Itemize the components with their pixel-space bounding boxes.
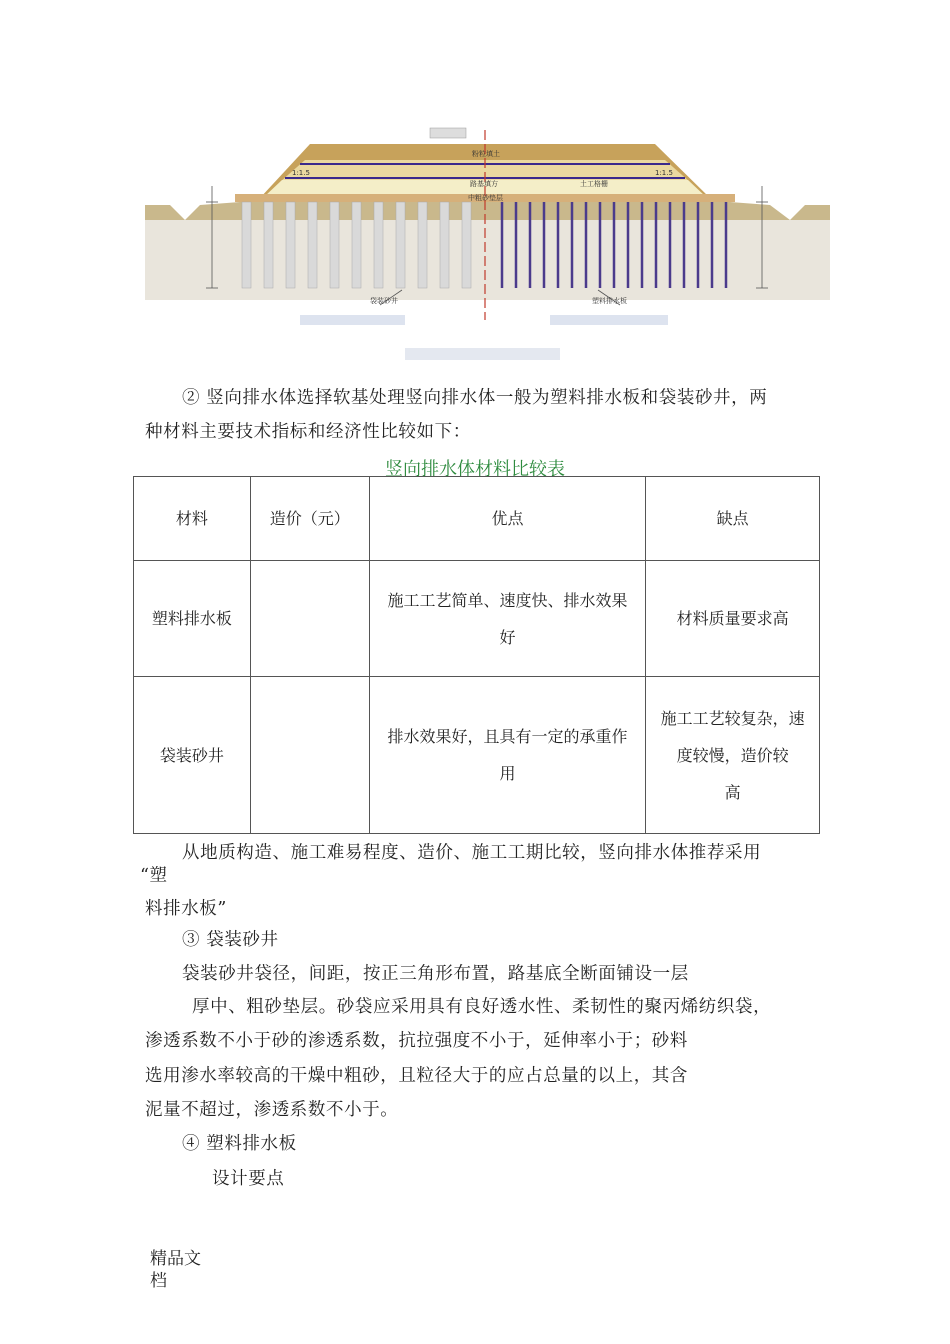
cell-material: 袋装砂井 xyxy=(134,677,251,834)
cell-material: 塑料排水板 xyxy=(134,561,251,677)
cell-cons-line: 高 xyxy=(724,782,741,802)
footer-line2: 档 xyxy=(150,1271,167,1291)
cell-cost xyxy=(250,677,369,834)
cell-pros xyxy=(369,561,646,677)
para1-line2: 种材料主要技术指标和经济性比较如下： xyxy=(145,422,471,442)
cell-cost xyxy=(250,561,369,677)
para2-line1: 从地质构造、施工难易程度、造价、施工工期比较，竖向排水体推荐采用 xyxy=(182,843,762,863)
plastic-drain-label: 塑料排水板 xyxy=(592,297,627,305)
embankment-section-diagram xyxy=(140,120,830,370)
cell-cons xyxy=(646,561,820,677)
layer-label-top: 粉粒填土 xyxy=(472,150,500,158)
footer-watermark xyxy=(150,1248,201,1292)
sec3-line3: 渗透系数不小于砂的渗透系数，抗拉强度不小于，延伸率小于；砂料 xyxy=(145,1031,688,1051)
para2-line3: 料排水板” xyxy=(145,899,227,919)
cell-pros-line: 用 xyxy=(499,764,516,783)
cell-cons xyxy=(646,677,820,834)
sec3-line1: 袋装砂井袋径，间距，按正三角形布置，路基底全断面铺设一层 xyxy=(182,964,689,984)
comparison-table xyxy=(133,476,820,834)
table-header-row xyxy=(134,477,820,561)
header-cons: 缺点 xyxy=(646,477,820,561)
table-row xyxy=(134,677,820,834)
cell-cons-line: 度较慢，造价较 xyxy=(676,745,789,765)
cell-pros-line: 好 xyxy=(499,627,516,647)
header-pros: 优点 xyxy=(369,477,646,561)
layer-label-middle: 路基填方 xyxy=(470,180,498,188)
table-title: 竖向排水体材料比较表 xyxy=(385,459,565,480)
para2-line2: “塑 xyxy=(140,866,168,886)
para1-line1: ② 竖向排水体选择软基处理竖向排水体一般为塑料排水板和袋装砂井，两 xyxy=(182,388,768,408)
cell-cons-line: 材料质量要求高 xyxy=(676,609,789,628)
cell-pros-line: 排水效果好，且具有一定的承重作 xyxy=(387,727,628,746)
header-material: 材料 xyxy=(134,477,251,561)
slope-label-right: 1:1.5 xyxy=(655,169,673,177)
sec4-sub: 设计要点 xyxy=(212,1169,285,1189)
cell-cons-line: 施工工艺较复杂，速 xyxy=(660,708,805,728)
sec4-heading: ④ 塑料排水板 xyxy=(182,1134,297,1154)
sec3-line2: 厚中、粗砂垫层。砂袋应采用具有良好透水性、柔韧性的聚丙烯纺织袋， xyxy=(192,997,772,1017)
header-cost: 造价（元） xyxy=(250,477,369,561)
footer-line1: 精品文 xyxy=(150,1249,201,1269)
table-row xyxy=(134,561,820,677)
cell-pros-line: 施工工艺简单、速度快、排水效果 xyxy=(387,590,628,610)
layer-label-bottom: 中粗砂垫层 xyxy=(468,194,503,202)
cell-pros xyxy=(369,677,646,834)
slope-label-left: 1:1.5 xyxy=(292,169,310,177)
sec3-line4: 选用渗水率较高的干燥中粗砂，且粒径大于的应占总量的以上，其含 xyxy=(145,1066,688,1086)
sec3-line5: 泥量不超过，渗透系数不小于。 xyxy=(145,1100,399,1120)
geogrid-label: 土工格栅 xyxy=(580,180,608,188)
sand-drain-label: 袋装砂井 xyxy=(370,297,398,305)
sec3-heading: ③ 袋装砂井 xyxy=(182,930,279,950)
